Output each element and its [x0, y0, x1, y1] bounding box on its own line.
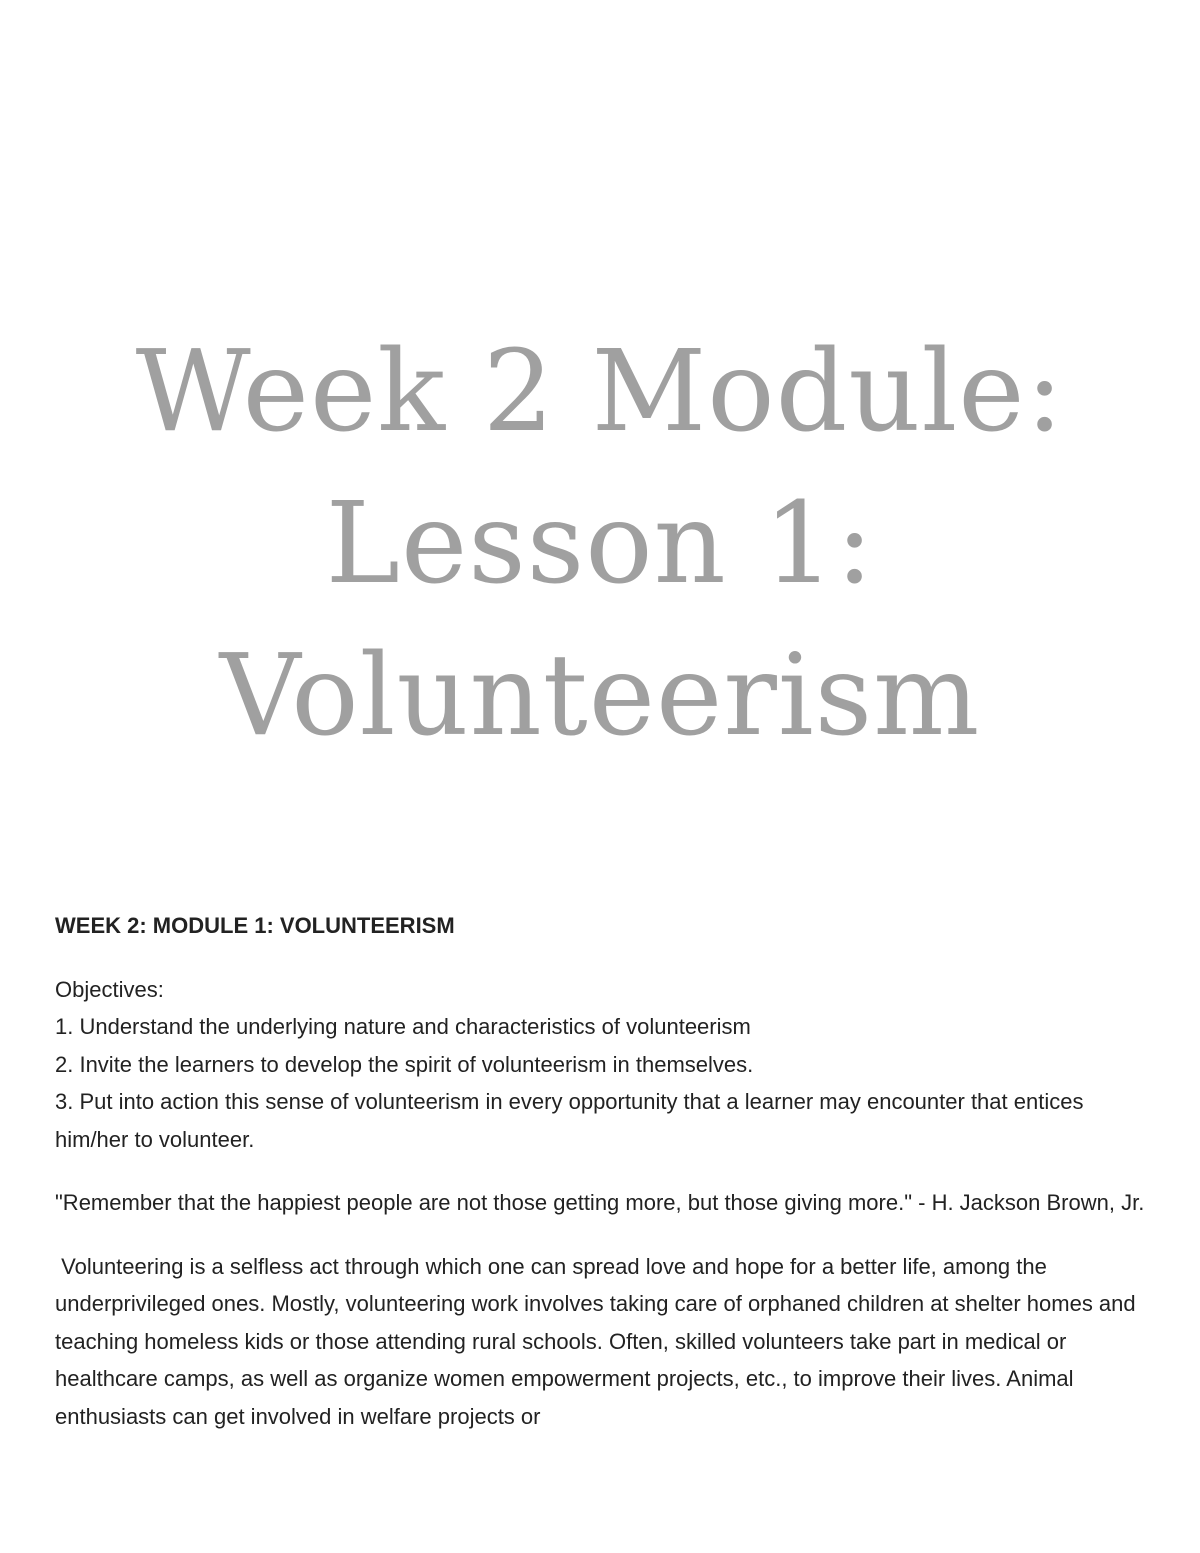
page-title	[0, 316, 1200, 772]
document-body	[55, 907, 1155, 1435]
title-line-3: Volunteerism	[219, 631, 981, 761]
module-heading: WEEK 2: MODULE 1: VOLUNTEERISM	[55, 913, 455, 938]
body-paragraph: Volunteering is a selfless act through which one can spread love and hope for a better life, among the underprivileged ones. Mostly, volunteering work involves taking care of orphaned children at shelter homes and teaching homeless kids or those attending rural schools. Often, skilled volunteers take part in medical or healthcare camps, as well as organize women empowerment projects, etc., to improve their lives. Animal enthusiasts can get involved in welfare projects or	[55, 1253, 1142, 1429]
objective-item-3: 3. Put into action this sense of volunteerism in every opportunity that a learner may encounter that entices him/her to volunteer.	[55, 1089, 1084, 1152]
objectives-label: Objectives:	[55, 976, 164, 1002]
objectives-section	[55, 971, 1155, 1159]
title-line-2: Lesson 1:	[325, 479, 875, 609]
quote-paragraph: "Remember that the happiest people are not those getting more, but those giving more." - H. Jackson Brown, Jr.	[55, 1190, 1145, 1215]
objective-item-1: 1. Understand the underlying nature and characteristics of volunteerism	[55, 1014, 751, 1039]
objective-item-2: 2. Invite the learners to develop the spirit of volunteerism in themselves.	[55, 1051, 754, 1077]
title-line-1: Week 2 Module:	[135, 327, 1065, 457]
